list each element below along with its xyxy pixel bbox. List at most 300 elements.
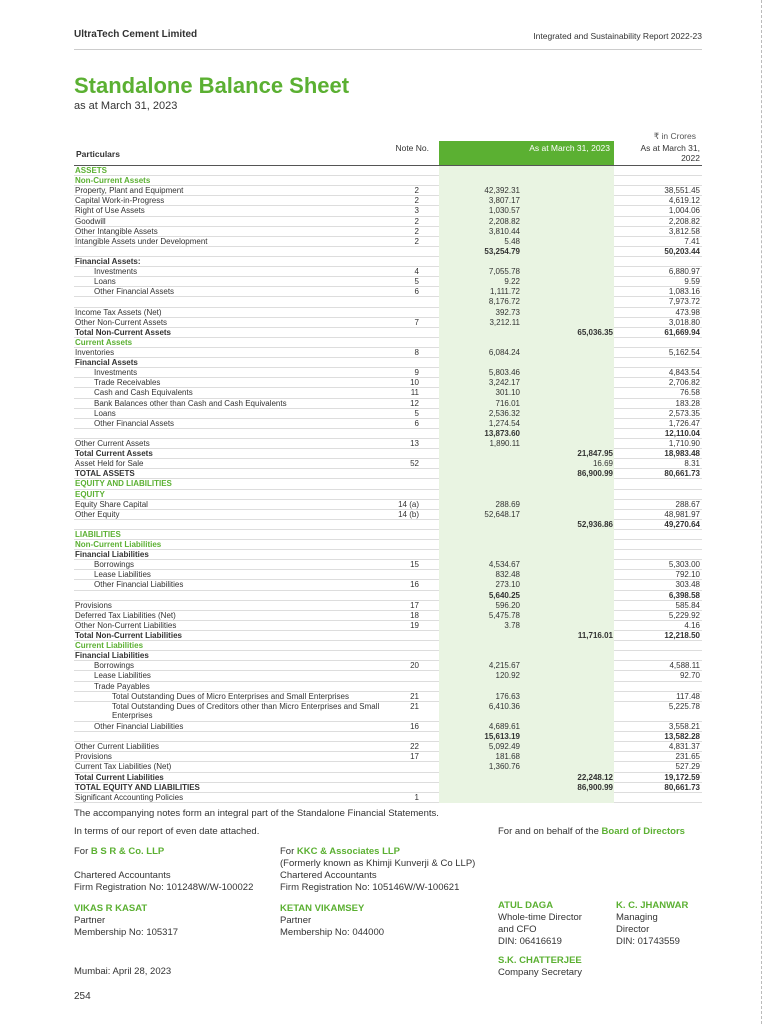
- row-label: Deferred Tax Liabilities (Net): [75, 610, 176, 620]
- row-current-year-value: 5,640.25: [488, 590, 520, 600]
- table-row: [74, 338, 702, 348]
- auditor2-person: KETAN VIKAMSEY: [280, 903, 365, 914]
- row-note: 2: [414, 226, 419, 236]
- row-previous-year-value: 2,573.35: [668, 408, 700, 418]
- row-note: 14 (b): [398, 509, 419, 519]
- row-previous-year-value: 7,973.72: [668, 297, 700, 307]
- row-current-year-value: 3,810.44: [488, 226, 520, 236]
- table-row: [74, 186, 702, 196]
- row-label: Financial Assets:: [75, 256, 141, 266]
- table-row: [74, 560, 702, 570]
- row-label: EQUITY: [75, 489, 105, 499]
- row-current-year-value: 4,689.61: [488, 722, 520, 732]
- table-row: [74, 520, 702, 530]
- row-current-year-value: 120.92: [495, 671, 520, 681]
- director2-block: [616, 900, 688, 948]
- table-row: [74, 540, 702, 550]
- row-current-year-value: 2,208.82: [488, 216, 520, 226]
- row-label: Financial Liabilities: [75, 651, 149, 661]
- row-previous-year-value: 2,706.82: [668, 378, 700, 388]
- row-label: LIABILITIES: [75, 529, 121, 539]
- table-row: [74, 166, 702, 176]
- auditor1-type: Chartered Accountants: [74, 870, 171, 881]
- row-current-year-value: 6,410.36: [488, 701, 520, 711]
- row-current-year-value: 9.22: [504, 277, 520, 287]
- director1-din: DIN: 06416619: [498, 936, 562, 947]
- row-previous-year-value: 3,558.21: [668, 722, 700, 732]
- auditor1-reg: Firm Registration No: 101248W/W-100022: [74, 882, 254, 893]
- director2-role1: Managing: [616, 912, 658, 923]
- table-header: [74, 141, 702, 166]
- page-number: 254: [74, 991, 91, 1002]
- current-year-column-shade: [439, 490, 614, 500]
- table-row: [74, 631, 702, 641]
- director2-din: DIN: 01743559: [616, 936, 680, 947]
- balance-sheet-table: [74, 141, 702, 803]
- row-current-year-total: 16.69: [592, 459, 613, 469]
- row-previous-year-value: 303.48: [675, 580, 700, 590]
- row-current-year-value: 1,030.57: [488, 206, 520, 216]
- table-row: [74, 297, 702, 307]
- row-current-year-value: 8,176.72: [488, 297, 520, 307]
- page-title: Standalone Balance Sheet: [74, 73, 350, 98]
- table-body: [74, 166, 702, 803]
- table-row: [74, 510, 702, 520]
- auditor2-for: For: [280, 846, 297, 857]
- table-row: [74, 682, 702, 692]
- table-row: [74, 641, 702, 651]
- row-previous-year-value: 1,726.47: [668, 418, 700, 428]
- row-label: Capital Work-in-Progress: [75, 196, 165, 206]
- row-current-year-value: 288.69: [495, 499, 520, 509]
- row-previous-year-value: 49,270.64: [664, 519, 700, 529]
- row-previous-year-value: 5,225.78: [668, 701, 700, 711]
- row-current-year-value: 832.48: [495, 570, 520, 580]
- row-label: Trade Receivables: [94, 378, 161, 388]
- table-row: [74, 237, 702, 247]
- row-label: Total Outstanding Dues of Creditors other than Micro Enterprises and Small Enterprises: [112, 701, 380, 721]
- row-previous-year-value: 117.48: [676, 691, 700, 701]
- row-current-year-value: 4,215.67: [488, 661, 520, 671]
- row-previous-year-value: 9.59: [684, 277, 700, 287]
- row-label: ASSETS: [75, 166, 108, 175]
- table-row: [74, 368, 702, 378]
- row-note: 7: [414, 317, 419, 327]
- row-label: Financial Liabilities: [75, 550, 149, 560]
- director1-block: [498, 900, 582, 979]
- row-previous-year-value: 92.70: [679, 671, 700, 681]
- table-row: [74, 762, 702, 772]
- row-note: 5: [414, 408, 419, 418]
- row-note: 3: [414, 206, 419, 216]
- auditor1-person: VIKAS R KASAT: [74, 903, 148, 914]
- row-note: 20: [410, 661, 419, 671]
- row-label: Other Financial Liabilities: [94, 722, 184, 732]
- row-label: Other Financial Assets: [94, 418, 175, 428]
- row-previous-year-value: 1,004.06: [668, 206, 700, 216]
- row-note: 21: [410, 691, 419, 701]
- row-current-year-value: 4,534.67: [488, 560, 520, 570]
- row-current-year-value: 596.20: [495, 600, 520, 610]
- row-current-year-value: 3,242.17: [488, 378, 520, 388]
- row-label: EQUITY AND LIABILITIES: [75, 479, 172, 489]
- row-note: 2: [414, 216, 419, 226]
- row-note: 19: [410, 620, 419, 630]
- row-note: 14 (a): [398, 499, 419, 509]
- row-note: 10: [410, 378, 419, 388]
- row-label: Provisions: [75, 600, 112, 610]
- row-current-year-value: 5,475.78: [488, 610, 520, 620]
- row-current-year-value: 176.63: [495, 691, 520, 701]
- table-row: [74, 570, 702, 580]
- table-row: [74, 277, 702, 287]
- table-row: [74, 601, 702, 611]
- secretary-role: Company Secretary: [498, 967, 582, 978]
- auditor2-type: Chartered Accountants: [280, 870, 377, 881]
- row-previous-year-value: 76.58: [679, 388, 700, 398]
- place-date: Mumbai: April 28, 2023: [74, 966, 172, 977]
- row-current-year-value: 181.68: [495, 752, 520, 762]
- row-previous-year-value: 5,303.00: [668, 560, 700, 570]
- row-previous-year-value: 80,661.73: [664, 469, 700, 479]
- auditor2-formerly: (Formerly known as Khimji Kunverji & Co LLP): [280, 858, 476, 869]
- row-previous-year-value: 288.67: [675, 499, 700, 509]
- row-label: Income Tax Assets (Net): [75, 307, 162, 317]
- row-previous-year-value: 5,229.92: [668, 610, 700, 620]
- board-prefix: For and on behalf of the: [498, 826, 602, 837]
- row-label: Significant Accounting Policies: [75, 792, 184, 802]
- director1-role2: and CFO: [498, 924, 537, 935]
- row-note: 4: [414, 267, 419, 277]
- row-label: Borrowings: [94, 661, 135, 671]
- table-row: [74, 479, 702, 489]
- row-label: Total Outstanding Dues of Micro Enterprises and Small Enterprises: [112, 691, 349, 701]
- row-label: Other Non-Current Liabilities: [75, 620, 177, 630]
- row-note: 18: [410, 610, 419, 620]
- row-label: Total Current Liabilities: [75, 772, 164, 782]
- table-row: [74, 429, 702, 439]
- row-previous-year-value: 4,619.12: [668, 196, 700, 206]
- row-label: TOTAL ASSETS: [75, 469, 135, 479]
- row-current-year-value: 273.10: [495, 580, 520, 590]
- current-year-column-shade: [439, 641, 614, 651]
- row-previous-year-value: 4,843.54: [668, 368, 700, 378]
- row-current-year-value: 2,536.32: [488, 408, 520, 418]
- table-row: [74, 469, 702, 479]
- table-row: [74, 227, 702, 237]
- row-label: Lease Liabilities: [94, 570, 151, 580]
- table-row: [74, 732, 702, 742]
- row-previous-year-value: 7.41: [684, 236, 700, 246]
- row-label: Lease Liabilities: [94, 671, 151, 681]
- auditor1-block: [74, 846, 253, 939]
- row-label: Other Current Liabilities: [75, 742, 160, 752]
- row-previous-year-value: 792.10: [675, 570, 700, 580]
- row-current-year-value: 3.78: [504, 620, 520, 630]
- row-previous-year-value: 12,110.04: [664, 428, 700, 438]
- table-row: [74, 388, 702, 398]
- auditor2-role: Partner: [280, 915, 312, 926]
- row-current-year-value: 716.01: [495, 398, 520, 408]
- table-row: [74, 459, 702, 469]
- row-note: 2: [414, 186, 419, 196]
- current-year-column-shade: [439, 358, 614, 368]
- row-previous-year-value: 6,398.58: [668, 590, 700, 600]
- table-row: [74, 702, 702, 722]
- row-previous-year-value: 1,710.90: [668, 438, 700, 448]
- table-row: [74, 611, 702, 621]
- auditor2-reg: Firm Registration No: 105146W/W-100621: [280, 882, 460, 893]
- row-current-year-value: 3,212.11: [489, 317, 520, 327]
- row-label: Provisions: [75, 752, 112, 762]
- row-label: Current Liabilities: [75, 641, 144, 651]
- row-label: Goodwill: [75, 216, 106, 226]
- row-label: Inventories: [75, 347, 115, 357]
- table-row: [74, 500, 702, 510]
- table-row: [74, 591, 702, 601]
- row-label: Investments: [94, 368, 138, 378]
- row-previous-year-value: 5,162.54: [668, 347, 700, 357]
- row-note: 1: [414, 792, 419, 802]
- row-current-year-value: 1,360.76: [488, 762, 520, 772]
- row-previous-year-value: 13,582.28: [664, 732, 700, 742]
- row-note: 17: [410, 752, 419, 762]
- table-row: [74, 783, 702, 793]
- row-label: Current Tax Liabilities (Net): [75, 762, 172, 772]
- row-note: 52: [410, 459, 419, 469]
- board-line: [498, 826, 685, 838]
- table-row: [74, 439, 702, 449]
- row-label: Loans: [94, 408, 116, 418]
- header-divider: [74, 49, 702, 50]
- table-row: [74, 621, 702, 631]
- row-note: 22: [410, 742, 419, 752]
- row-label: Current Assets: [75, 337, 133, 347]
- table-row: [74, 661, 702, 671]
- report-title: Integrated and Sustainability Report 2022-23: [533, 31, 702, 41]
- row-previous-year-value: 231.65: [675, 752, 700, 762]
- current-year-column-shade: [439, 682, 614, 692]
- table-row: [74, 247, 702, 257]
- row-label: Intangible Assets under Development: [75, 236, 208, 246]
- column-header-previous-year: As at March 31, 2022: [640, 143, 700, 163]
- current-year-column-shade: [439, 651, 614, 661]
- board-name: Board of Directors: [601, 826, 685, 837]
- table-row: [74, 328, 702, 338]
- current-year-column-shade: [439, 550, 614, 560]
- row-previous-year-value: 38,551.45: [664, 186, 700, 196]
- row-previous-year-value: 473.98: [675, 307, 700, 317]
- row-current-year-value: 3,807.17: [488, 196, 520, 206]
- row-note: 2: [414, 196, 419, 206]
- row-previous-year-value: 48,981.97: [664, 509, 700, 519]
- director1-name: ATUL DAGA: [498, 900, 554, 911]
- company-name: UltraTech Cement Limited: [74, 29, 198, 40]
- row-current-year-value: 301.10: [495, 388, 520, 398]
- row-note: 13: [410, 438, 419, 448]
- row-label: Equity Share Capital: [75, 499, 148, 509]
- row-previous-year-value: 6,880.97: [668, 267, 700, 277]
- table-row: [74, 773, 702, 783]
- row-current-year-total: 22,248.12: [577, 772, 613, 782]
- table-row: [74, 671, 702, 681]
- table-row: [74, 399, 702, 409]
- row-previous-year-value: 61,669.94: [664, 327, 700, 337]
- row-previous-year-value: 527.29: [675, 762, 700, 772]
- row-current-year-value: 52,648.17: [484, 509, 520, 519]
- auditor1-membership: Membership No: 105317: [74, 927, 179, 938]
- row-note: 16: [410, 722, 419, 732]
- table-row: [74, 580, 702, 590]
- row-label: Other Intangible Assets: [75, 226, 158, 236]
- table-row: [74, 490, 702, 500]
- row-current-year-total: 65,036.35: [577, 327, 613, 337]
- row-label: Non-Current Assets: [75, 176, 151, 186]
- table-row: [74, 692, 702, 702]
- row-label: Borrowings: [94, 560, 135, 570]
- table-row: [74, 217, 702, 227]
- row-note: 6: [414, 287, 419, 297]
- row-note: 8: [414, 347, 419, 357]
- row-label: Asset Held for Sale: [75, 459, 144, 469]
- table-row: [74, 419, 702, 429]
- auditor2-block: [280, 846, 475, 939]
- row-current-year-value: 7,055.78: [488, 267, 520, 277]
- auditor2-firm: KKC & Associates LLP: [296, 846, 401, 857]
- row-label: TOTAL EQUITY AND LIABILITIES: [75, 782, 200, 792]
- page-subtitle: as at March 31, 2023: [74, 100, 178, 112]
- row-note: 6: [414, 418, 419, 428]
- row-label: Right of Use Assets: [75, 206, 145, 216]
- table-row: [74, 176, 702, 186]
- auditor1-firm: B S R & Co. LLP: [90, 846, 165, 857]
- column-header-current-year: As at March 31, 2023: [439, 141, 614, 165]
- row-previous-year-value: 8.31: [684, 459, 700, 469]
- auditor1-for: For: [74, 846, 91, 857]
- row-current-year-total: 86,900.99: [577, 469, 613, 479]
- table-row: [74, 378, 702, 388]
- row-note: 17: [410, 600, 419, 610]
- row-label: Financial Assets: [75, 358, 138, 368]
- row-label: Non-Current Liabilities: [75, 540, 162, 550]
- current-year-column-shade: [439, 540, 614, 550]
- current-year-column-shade: [439, 176, 614, 186]
- column-header-note: Note No.: [395, 143, 429, 153]
- current-year-column-shade: [439, 479, 614, 489]
- row-current-year-total: 11,716.01: [577, 631, 613, 641]
- row-label: Other Non-Current Assets: [75, 317, 168, 327]
- table-row: [74, 530, 702, 540]
- table-row: [74, 449, 702, 459]
- table-row: [74, 196, 702, 206]
- row-note: 9: [414, 368, 419, 378]
- row-note: 15: [410, 560, 419, 570]
- row-label: Investments: [94, 267, 138, 277]
- table-row: [74, 348, 702, 358]
- table-row: [74, 793, 702, 803]
- row-previous-year-value: 183.28: [675, 398, 700, 408]
- row-previous-year-value: 50,203.44: [664, 246, 700, 256]
- row-label: Bank Balances other than Cash and Cash Equivalents: [94, 398, 287, 408]
- row-previous-year-value: 12,218.50: [664, 631, 700, 641]
- table-row: [74, 742, 702, 752]
- table-row: [74, 308, 702, 318]
- report-reference: In terms of our report of even date attached.: [74, 826, 260, 837]
- row-current-year-value: 13,873.60: [484, 428, 520, 438]
- current-year-column-shade: [439, 338, 614, 348]
- table-row: [74, 409, 702, 419]
- row-current-year-total: 86,900.99: [577, 782, 613, 792]
- page-edge-dashed-line: [761, 0, 762, 1024]
- table-row: [74, 257, 702, 267]
- table-row: [74, 206, 702, 216]
- row-note: 12: [410, 398, 419, 408]
- row-label: Total Non-Current Assets: [75, 327, 172, 337]
- row-label: Cash and Cash Equivalents: [94, 388, 193, 398]
- row-current-year-total: 21,847.95: [577, 449, 613, 459]
- row-current-year-total: 52,936.86: [577, 519, 613, 529]
- row-current-year-value: 1,890.11: [489, 438, 520, 448]
- table-row: [74, 318, 702, 328]
- table-row: [74, 722, 702, 732]
- row-previous-year-value: 3,812.58: [668, 226, 700, 236]
- row-label: Other Current Assets: [75, 438, 150, 448]
- row-previous-year-value: 2,208.82: [668, 216, 700, 226]
- row-previous-year-value: 19,172.59: [664, 772, 700, 782]
- table-row: [74, 287, 702, 297]
- row-note: 11: [410, 388, 419, 398]
- row-current-year-value: 15,613.19: [484, 732, 520, 742]
- row-current-year-value: 53,254.79: [484, 246, 520, 256]
- auditor1-firm-line: [74, 846, 253, 858]
- row-previous-year-value: 4.16: [684, 620, 700, 630]
- row-note: 16: [410, 580, 419, 590]
- director2-role2: Director: [616, 924, 650, 935]
- row-label: Other Financial Assets: [94, 287, 175, 297]
- row-current-year-value: 1,274.54: [488, 418, 520, 428]
- current-year-column-shade: [439, 793, 614, 803]
- row-previous-year-value: 18,983.48: [664, 449, 700, 459]
- table-row: [74, 651, 702, 661]
- row-current-year-value: 42,392.31: [484, 186, 520, 196]
- row-previous-year-value: 1,083.16: [668, 287, 700, 297]
- row-label: Total Current Assets: [75, 449, 153, 459]
- table-row: [74, 550, 702, 560]
- row-current-year-value: 6,084.24: [488, 347, 520, 357]
- row-previous-year-value: 3,018.80: [668, 317, 700, 327]
- secretary-name: S.K. CHATTERJEE: [498, 955, 582, 966]
- row-current-year-value: 5,092.49: [488, 742, 520, 752]
- units-label: ₹ in Crores: [653, 131, 696, 141]
- row-label: Other Financial Liabilities: [94, 580, 184, 590]
- table-row: [74, 752, 702, 762]
- row-previous-year-value: 4,588.11: [669, 661, 700, 671]
- auditor1-role: Partner: [74, 915, 106, 926]
- table-row: [74, 358, 702, 368]
- row-note: 5: [414, 277, 419, 287]
- row-note: 2: [414, 236, 419, 246]
- row-previous-year-value: 585.84: [675, 600, 700, 610]
- row-label: Property, Plant and Equipment: [75, 186, 184, 196]
- column-header-particulars: Particulars: [76, 149, 120, 159]
- row-label: Trade Payables: [94, 681, 150, 691]
- row-current-year-value: 5,803.46: [488, 368, 520, 378]
- director2-name: K. C. JHANWAR: [616, 900, 689, 911]
- footnote-statement: The accompanying notes form an integral part of the Standalone Financial Statements.: [74, 808, 439, 819]
- row-label: Total Non-Current Liabilities: [75, 631, 182, 641]
- director1-role1: Whole-time Director: [498, 912, 582, 923]
- auditor2-membership: Membership No: 044000: [280, 927, 385, 938]
